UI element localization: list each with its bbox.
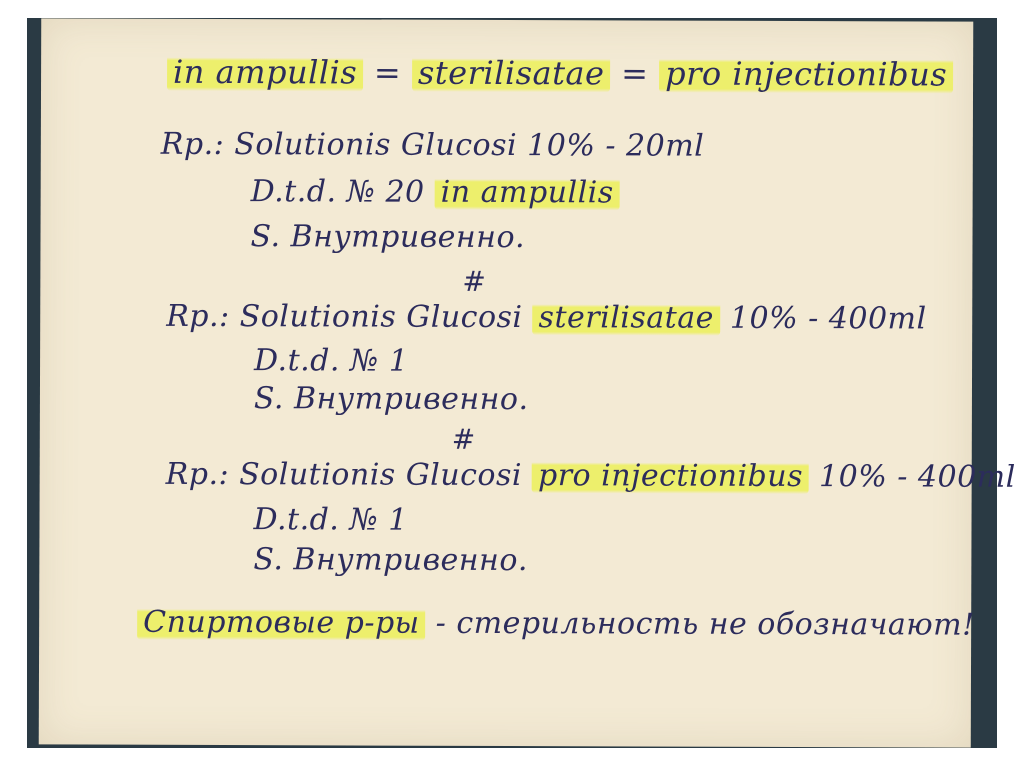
separator-hash: # (462, 264, 486, 298)
recipe-2-line-2 (254, 343, 409, 379)
header-in-ampullis: in ampullis (167, 53, 363, 92)
recipe-1-line-1 (161, 127, 705, 164)
signa-text: S. Внутривенно. (250, 219, 526, 256)
recipe-text: Solutionis Glucosi 10% - 20ml (234, 127, 705, 164)
footer-text: - стерильность не обозначают! (435, 605, 975, 643)
highlight-alcohol-solutions: Спиртовые р-ры (137, 605, 426, 641)
signa-text: S. Внутривенно. (253, 542, 529, 579)
header-line (167, 53, 953, 94)
recipe-2-line-1 (166, 299, 927, 337)
recipe-3-line-1 (166, 457, 1016, 495)
paper-sheet (39, 18, 1016, 747)
recipe-3-line-2 (253, 502, 408, 538)
header-sterilisatae: sterilisatae (412, 54, 611, 93)
recipe-2-line-3 (254, 381, 529, 417)
rp-label: Rp.: (165, 456, 230, 493)
rp-label: Rp.: (160, 126, 225, 163)
recipe-text: D.t.d. № 1 (253, 502, 408, 538)
separator-hash: # (451, 422, 476, 456)
rp-label: Rp.: (166, 298, 230, 335)
signa-text: S. Внутривенно. (253, 381, 529, 418)
footer-line (137, 605, 975, 643)
recipe-text: Solutionis Glucosi (239, 299, 523, 336)
recipe-3-line-3 (253, 542, 528, 578)
highlight-in-ampullis: in ampullis (435, 175, 620, 211)
highlight-sterilisatae: sterilisatae (533, 300, 720, 336)
recipe-text: 10% - 400ml (729, 300, 927, 337)
highlight-pro-injectionibus: pro injectionibus (532, 458, 809, 494)
equals-sign: = (621, 54, 649, 93)
header-pro-injectionibus: pro injectionibus (659, 55, 953, 94)
recipe-text: Solutionis Glucosi (239, 457, 523, 494)
recipe-text: 10% - 400ml (818, 459, 1016, 495)
recipe-1-line-2 (251, 174, 620, 210)
recipe-text: D.t.d. № 20 (250, 174, 425, 210)
equals-sign: = (373, 53, 402, 92)
recipe-1-line-3 (250, 219, 525, 255)
recipe-text: D.t.d. № 1 (254, 343, 409, 379)
